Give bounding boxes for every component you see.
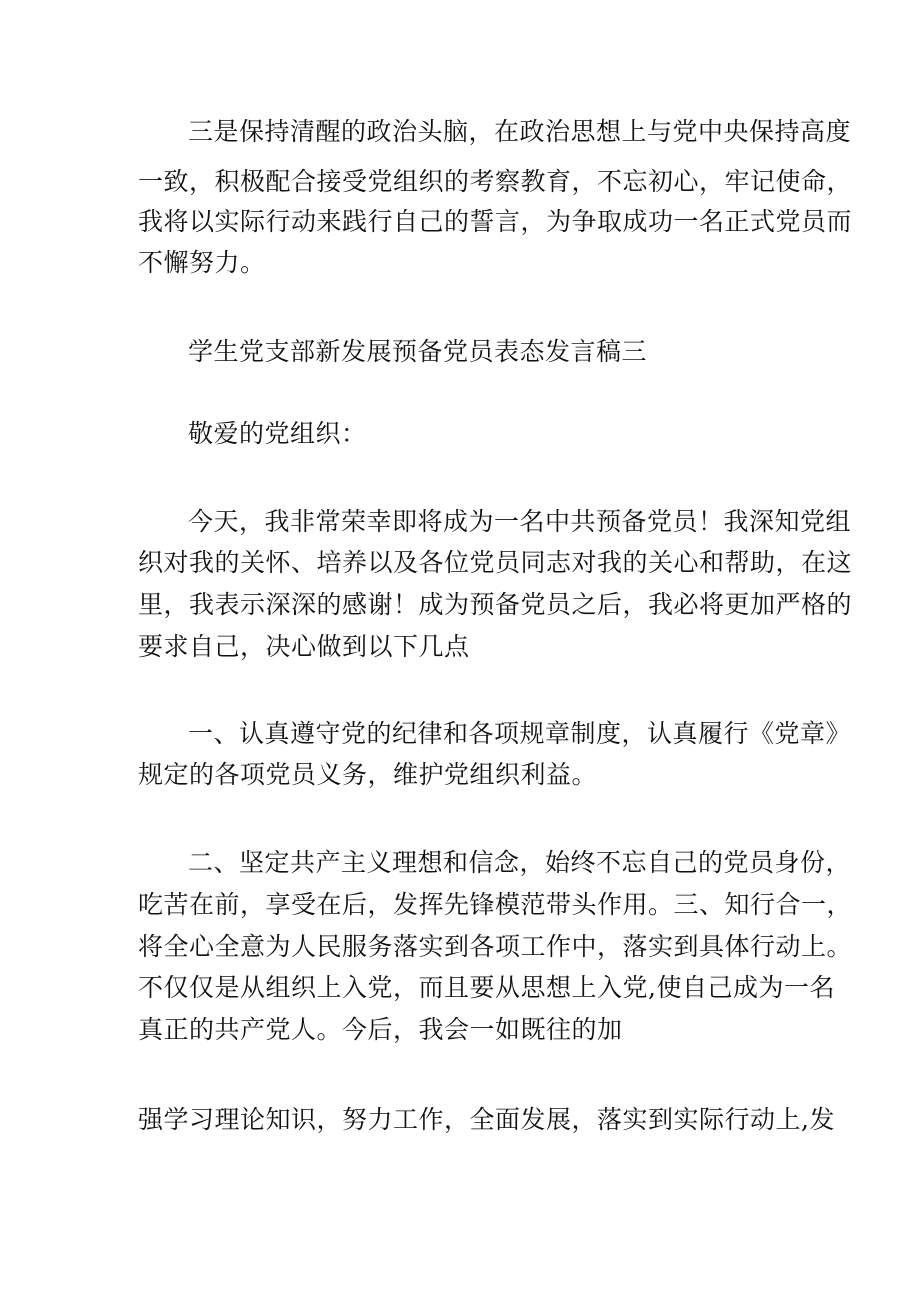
paragraph-4-line-4: 不仅仅是从组织上入党，而且要从思想上入党,使自己成为一名 <box>138 973 835 1002</box>
paragraph-3-line-2: 规定的各项党员义务，维护党组织利益。 <box>138 760 598 789</box>
section-title: 学生党支部新发展预备党员表态发言稿三 <box>188 337 648 366</box>
salutation: 敬爱的党组织： <box>188 419 367 448</box>
paragraph-4-line-3: 将全心全意为人民服务落实到各项工作中，落实到具体行动上。 <box>138 932 853 961</box>
paragraph-3-line-1: 一、认真遵守党的纪律和各项规章制度，认真履行《党章》 <box>188 719 852 748</box>
paragraph-4-line-2: 吃苦在前，享受在后，发挥先锋模范带头作用。三、知行合一， <box>138 890 853 919</box>
paragraph-2-line-4: 要求自己，决心做到以下几点 <box>138 632 470 661</box>
paragraph-1-line-4: 不懈努力。 <box>138 248 266 277</box>
paragraph-4-line-5: 真正的共产党人。今后，我会一如既往的加 <box>138 1015 623 1044</box>
paragraph-2-line-3: 里，我表示深深的感谢！成为预备党员之后，我必将更加严格的 <box>138 590 853 619</box>
paragraph-4-line-1: 二、坚定共产主义理想和信念，始终不忘自己的党员身份， <box>188 848 852 877</box>
paragraph-2-line-2: 织对我的关怀、培养以及各位党员同志对我的关心和帮助，在这 <box>138 548 853 577</box>
paragraph-2-line-1: 今天，我非常荣幸即将成为一名中共预备党员！我深知党组 <box>188 507 852 536</box>
paragraph-1-line-1: 三是保持清醒的政治头脑，在政治思想上与党中央保持高度 <box>188 117 852 146</box>
paragraph-1-line-2: 一致，积极配合接受党组织的考察教育，不忘初心，牢记使命， <box>138 167 853 196</box>
paragraph-1-line-3: 我将以实际行动来践行自己的誓言，为争取成功一名正式党员而 <box>138 207 853 236</box>
paragraph-5-line-1: 强学习理论知识，努力工作，全面发展，落实到实际行动上,发 <box>138 1105 835 1134</box>
